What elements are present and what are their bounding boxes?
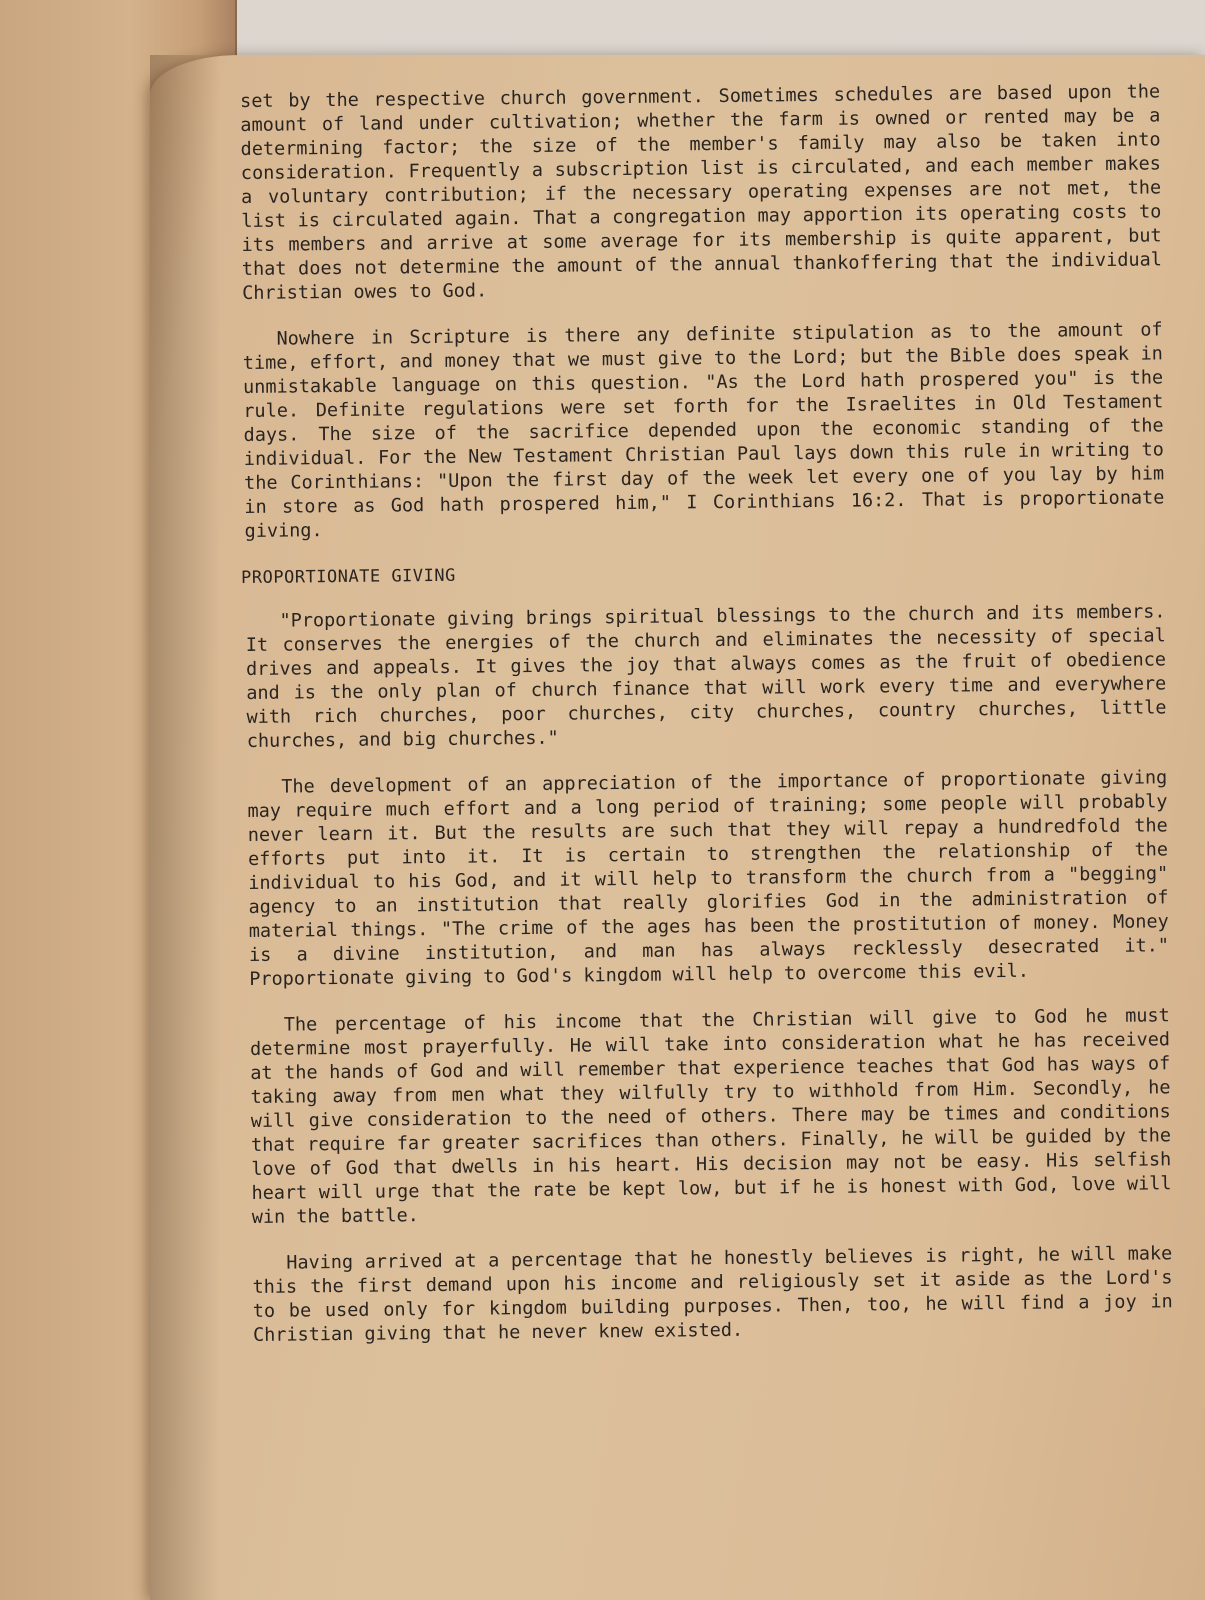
- page-text: [240, 80, 1173, 1370]
- section-heading: PROPORTIONATE GIVING: [241, 565, 456, 589]
- paragraph-3: "Proportionate giving brings spiritual blessings to the church and its members. It conserves the energies of the church and eliminates the necessity of special drives and appeals. It gives the joy that always comes as the fruit of obedience and is the only plan of church finance that will work every time and everywhere with rich churches, poor churches, city churches, country churches, little churches, and big churches.": [245, 601, 1167, 752]
- paragraph-1: set by the respective church government. Sometimes schedules are based upon the amount of land under cultivation; whether the farm is owned or rented may be a determining factor; the size of the member's family may also be taken into consideration. Frequently a subscription list is circulated, and each member makes a voluntary contribution; if the necessary operating expenses are not met, the list is circulated again. That a congregation may apportion its operating costs to its members and arrive at some average for its membership is quite apparent, but that does not determine the amount of the annual thankoffering that the individual Christian owes to God.: [240, 81, 1162, 304]
- paragraph-5: The percentage of his income that the Christian will give to God he must determine most prayerfully. He will take into consideration what he has received at the hands of God and will remember that experience teaches that God has ways of taking away from men what they wilfully try to withhold from Him. Secondly, he will give consideration to the need of others. There may be times and conditions that require far greater sacrifices than others. Finally, he will be guided by the love of God that dwells in his heart. His decision may not be easy. His selfish heart will urge that the rate be kept low, but if he is honest with God, love will win the battle.: [249, 1005, 1172, 1228]
- page-gutter-shadow: [150, 55, 220, 1600]
- paragraph-4: The development of an appreciation of the importance of proportionate giving may require much effort and a long period of training; some people will probably never learn it. But the results are such that they will repay a hundredfold the efforts put into it. It is certain to strengthen the relationship of the individual to his God, and it will help to transform the church from a "begging" agency to an institution that really glorifies God in the administration of material things. "The crime of the ages has been the prostitution of money. Money is a divine institution, and man has always recklessly desecrated it." Proportionate giving to God's kingdom will help to overcome this evil.: [247, 767, 1170, 990]
- paragraph-2: Nowhere in Scripture is there any definite stipulation as to the amount of time, effort, and money that we must give to the Lord; but the Bible does speak in unmistakable language on this question. "As the Lord hath prospered you" is the rule. Definite regulations were set forth for the Israelites in Old Testament days. The size of the sacrifice depended upon the economic standing of the individual. For the New Testament Christian Paul lays down this rule in writing to the Corinthians: "Upon the first day of the week let every one of you lay by him in store as God hath prospered him," I Corinthians 16:2. That is proportionate giving.: [242, 319, 1165, 542]
- paragraph-6: Having arrived at a percentage that he honestly believes is right, he will make this the first demand upon his income and religiously set it aside as the Lord's to be used only for kingdom building purposes. Then, too, he will find a joy in Christian giving that he never knew existed.: [252, 1243, 1173, 1346]
